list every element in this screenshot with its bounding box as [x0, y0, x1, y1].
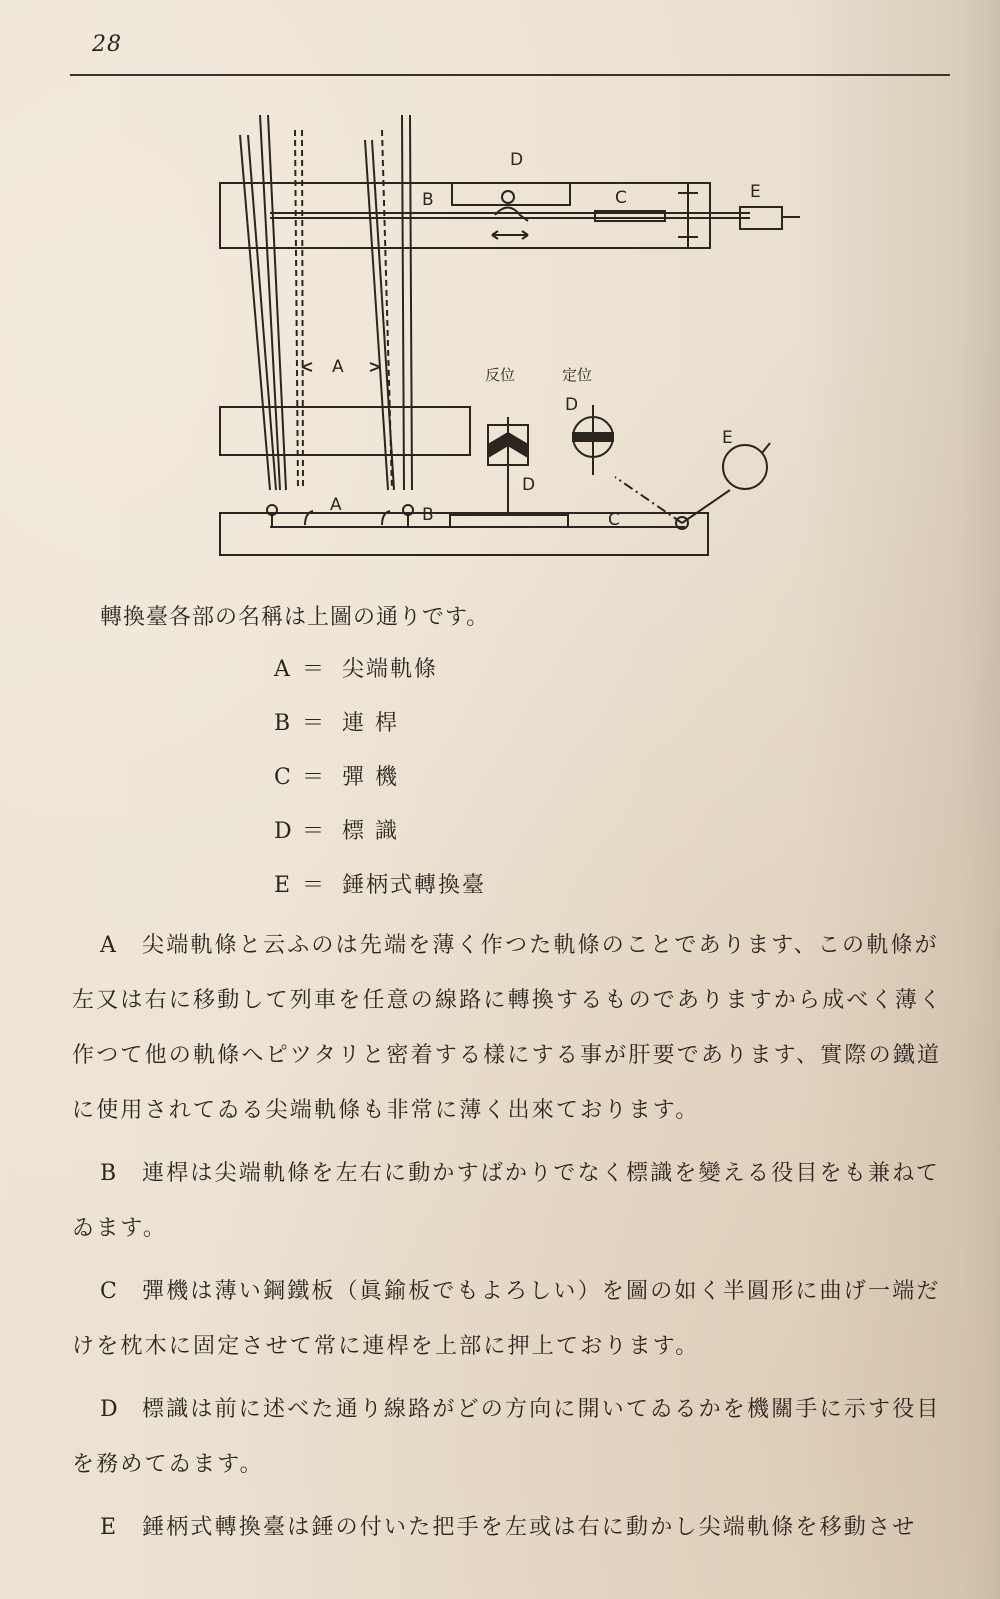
legend-text: 尖端軌條 [342, 657, 439, 682]
paragraph-key: C [100, 1279, 120, 1304]
legend-key: D [274, 819, 294, 844]
label-reverse: 反位 [485, 366, 516, 384]
legend-text: 標 識 [342, 819, 399, 844]
label-c-plan: C [615, 188, 627, 208]
legend-item [274, 760, 486, 814]
legend-key: C [274, 765, 293, 790]
legend-item [274, 868, 486, 922]
header-rule [70, 74, 950, 76]
page-number: 28 [92, 32, 122, 57]
paragraph-a [72, 918, 952, 1138]
label-d-plan: D [510, 150, 524, 170]
legend-item [274, 652, 486, 706]
legend-item [274, 706, 486, 760]
label-d-side: D [522, 475, 536, 495]
switch-stand-diagram [210, 105, 810, 575]
paragraph-text: 標識は前に述べた通り線路がどの方向に開いてゐるかを機關手に示す役目を務めてゐます。 [72, 1397, 941, 1477]
label-e-side: E [722, 428, 733, 448]
legend-eq: ＝ [302, 711, 327, 736]
paragraph-key: A [100, 933, 119, 958]
paragraph-e [72, 1500, 952, 1555]
legend-key: E [274, 873, 293, 898]
label-a-plan: A [332, 357, 344, 377]
signal-pivot [502, 191, 514, 203]
paragraph-d [72, 1382, 952, 1492]
paragraph-text: 錘柄式轉換臺は錘の付いた把手を左或は右に動かし尖端軌條を移動させ [142, 1515, 917, 1540]
lever-arm [682, 490, 730, 523]
paragraph-text: 彈機は薄い鋼鐵板（眞鍮板でもよろしい）を圖の如く半圓形に曲げ一端だけを枕木に固定させて常に連桿を上部に押上ております。 [72, 1279, 941, 1359]
figure-caption: 轉換臺各部の名稱は上圖の通りです。 [100, 605, 490, 630]
legend-text: 連 桿 [342, 711, 399, 736]
label-b-plan: B [422, 190, 434, 210]
legend-eq: ＝ [302, 873, 327, 898]
legend-text: 彈 機 [342, 765, 399, 790]
label-b-side: B [422, 505, 434, 525]
legend-eq: ＝ [302, 819, 327, 844]
legend-eq: ＝ [302, 657, 327, 682]
sleeper-top [220, 183, 710, 248]
label-normal: 定位 [562, 366, 593, 384]
paragraph-key: E [100, 1515, 119, 1540]
label-e-plan: E [750, 182, 761, 202]
paragraph-key: B [100, 1161, 119, 1186]
paragraph-b [72, 1146, 952, 1256]
paragraph-text: 連桿は尖端軌條を左右に動かすばかりでなく標識を變える役目をも兼ねてゐます。 [72, 1161, 941, 1241]
label-a-side: A [330, 495, 342, 515]
paragraph-text: 尖端軌條と云ふのは先端を薄く作つた軌條のことであります、この軌條が左又は右に移動して列車を任意の線路に轉換するものでありますから成べく薄く作つて他の軌條へピツタリと密着する樣にする事が肝要であります、實際の鐵道に使用されてゐる尖端軌條も非常に薄く出來ております。 [72, 933, 944, 1123]
sleeper-bottom [220, 407, 470, 455]
rails-plan [240, 115, 412, 490]
sleeper-side [220, 513, 708, 555]
weight-ball-icon [723, 445, 767, 489]
legend-item [274, 814, 486, 868]
legend-eq: ＝ [302, 765, 327, 790]
signal-base-side [450, 515, 568, 527]
parts-legend [274, 652, 486, 922]
paragraph-c [72, 1264, 952, 1374]
label-c-side: C [608, 510, 620, 530]
legend-text: 錘柄式轉換臺 [342, 873, 487, 898]
paragraph-key: D [100, 1397, 120, 1422]
body-text [72, 918, 952, 1563]
legend-key: A [274, 657, 292, 682]
label-d-normal: D [565, 395, 579, 415]
legend-key: B [274, 711, 293, 736]
